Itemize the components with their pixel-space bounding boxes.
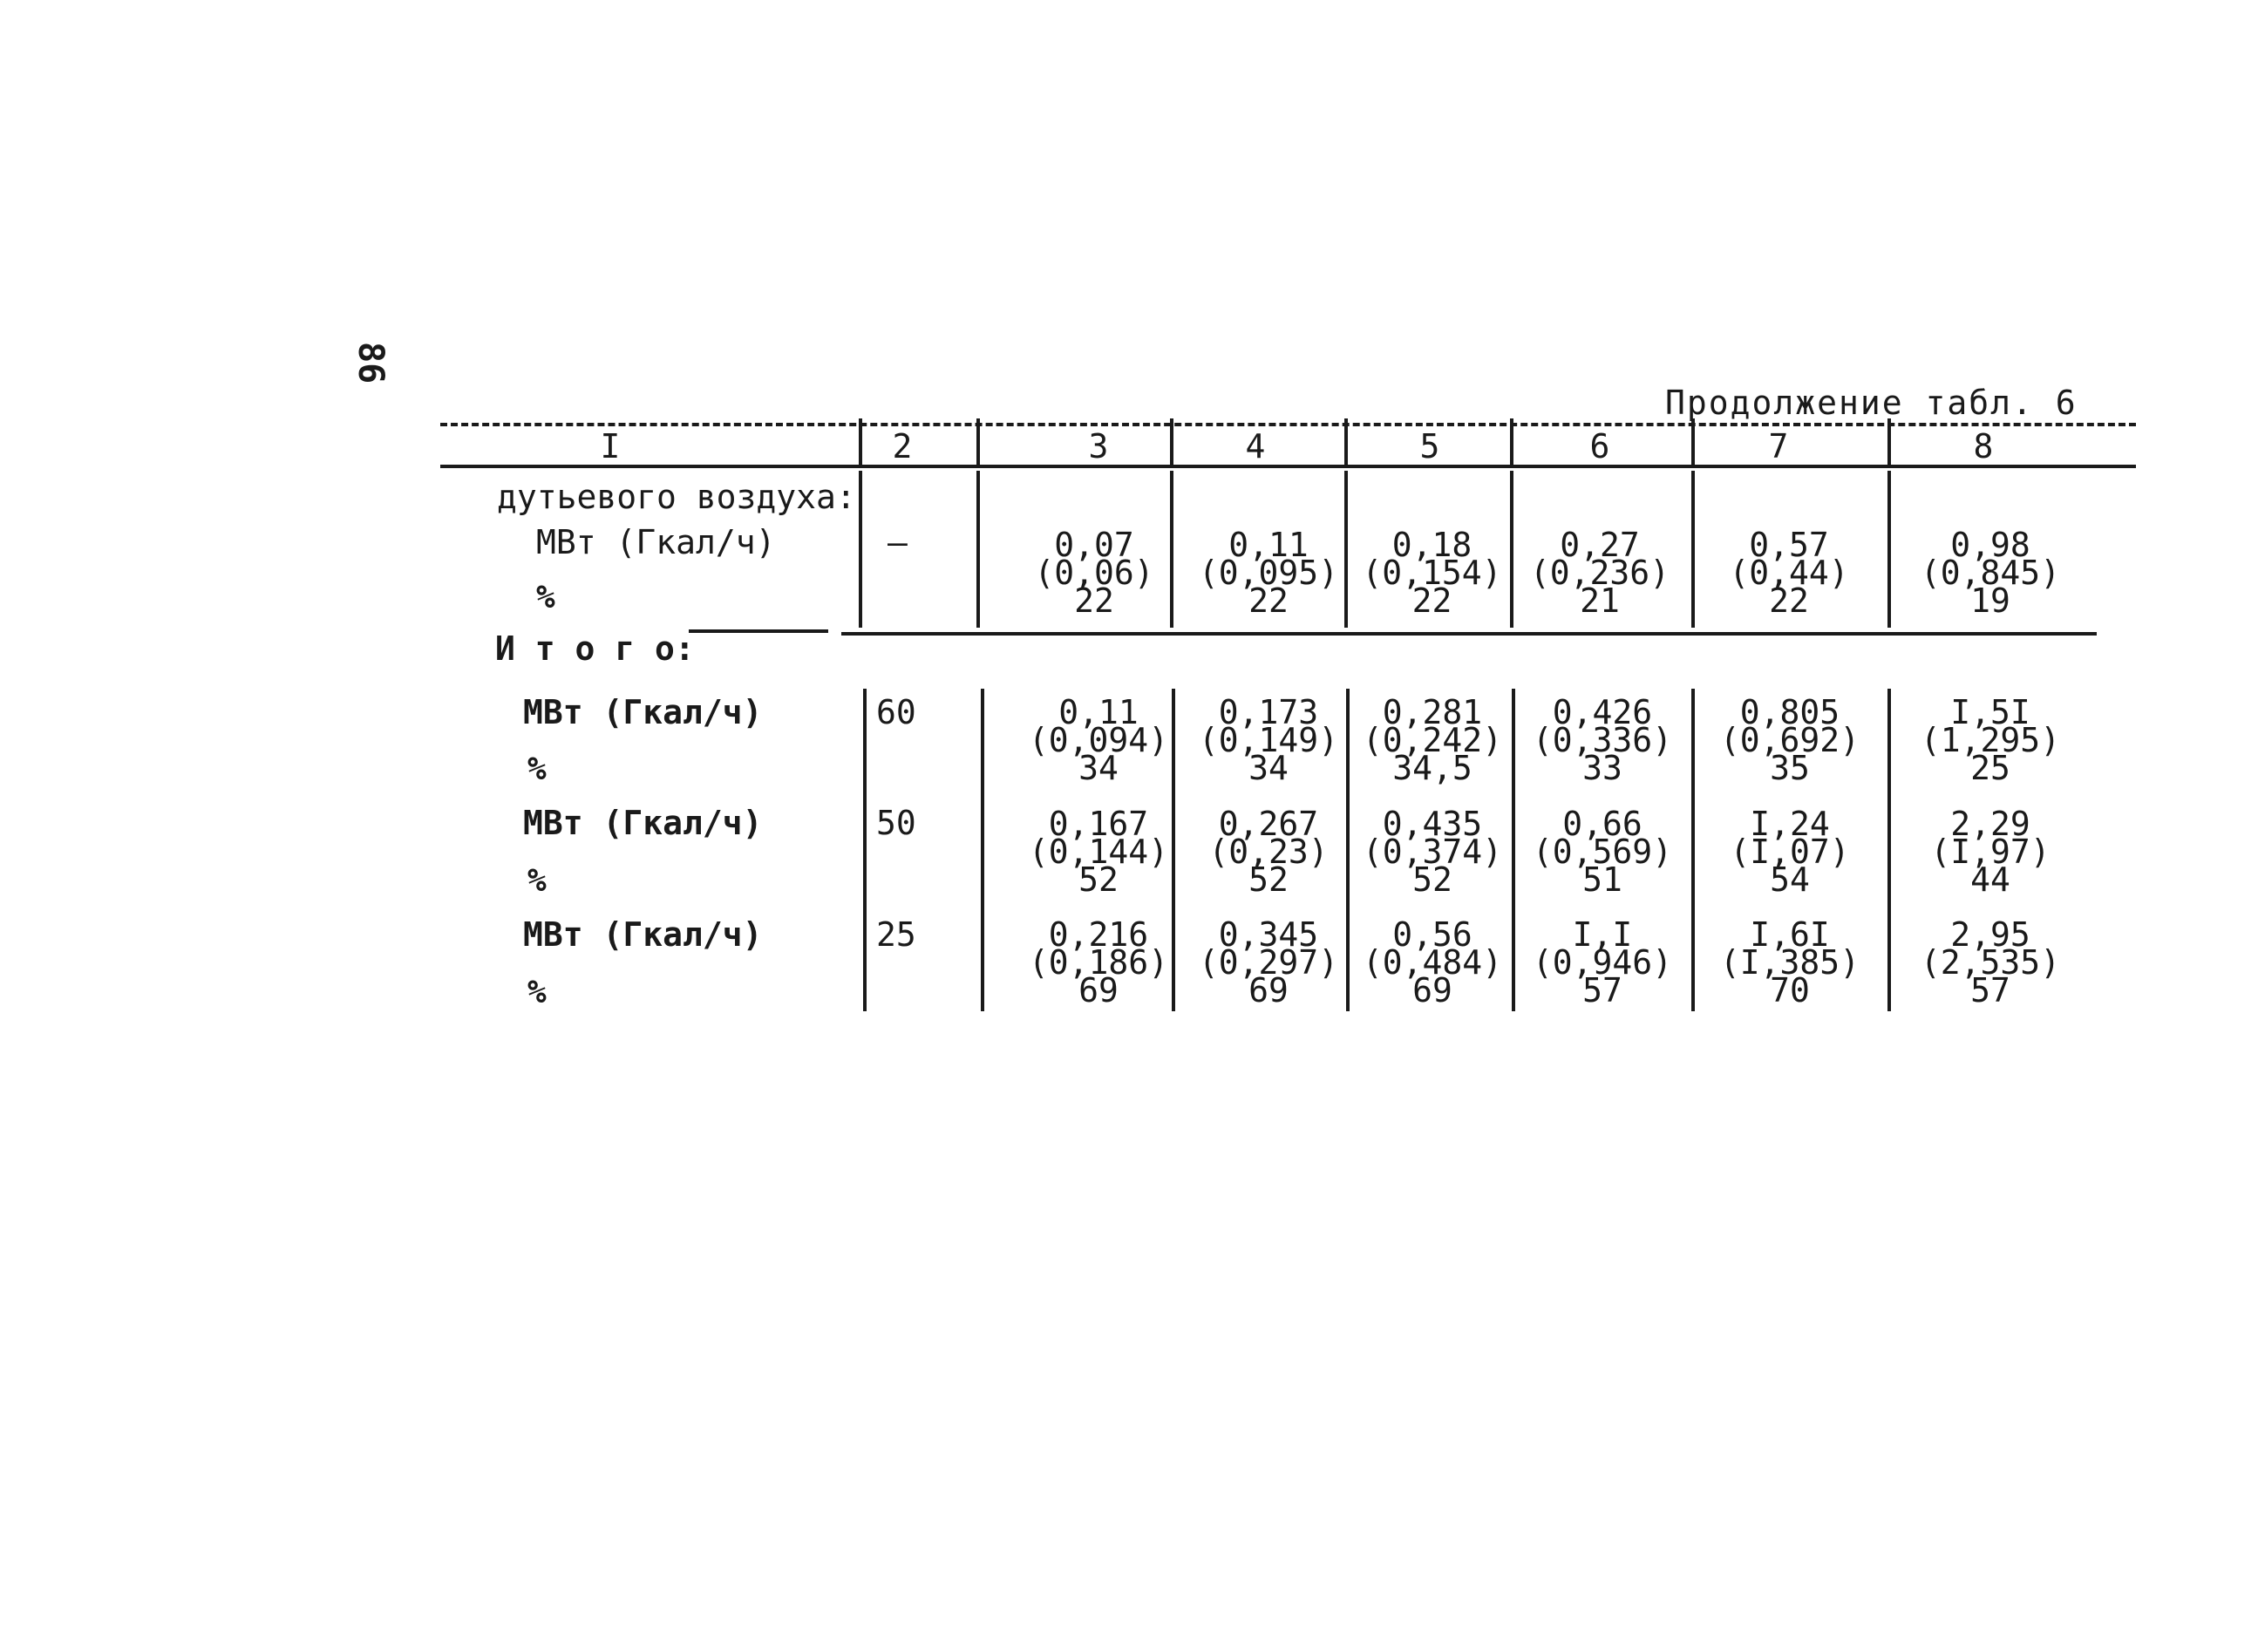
- value-main: 0,167: [1048, 805, 1149, 843]
- value-main: 0,267: [1218, 805, 1319, 843]
- value-pct: 57: [1582, 971, 1622, 1010]
- value-paren: (0,154): [1362, 554, 1502, 592]
- page-number: 86: [350, 342, 391, 384]
- percent-label: %: [527, 751, 547, 787]
- value-paren: (0,44): [1729, 554, 1849, 592]
- value-paren: (0,484): [1362, 943, 1503, 982]
- col2-value: –: [888, 523, 908, 561]
- value-main: 0,11: [1058, 693, 1139, 731]
- value-pct: 22: [1411, 581, 1452, 620]
- unit-label: МВт (Гкал/ч): [523, 804, 763, 842]
- value-pct: 52: [1248, 860, 1289, 899]
- value-main: 0,426: [1552, 693, 1653, 731]
- value-paren: (I,97): [1930, 833, 2051, 871]
- value-paren: (0,095): [1198, 554, 1339, 592]
- value-paren: (0,06): [1034, 554, 1154, 592]
- col-divider: [976, 471, 980, 628]
- value-paren: (0,186): [1028, 943, 1169, 982]
- value-main: 0,66: [1562, 805, 1642, 843]
- value-paren: (0,692): [1719, 721, 1860, 759]
- percent-label: %: [536, 580, 555, 615]
- value-main: 0,805: [1739, 693, 1840, 731]
- col-header-2: 2: [892, 427, 913, 466]
- section-rule-itogo-left: [689, 629, 828, 633]
- col-divider: [859, 418, 862, 466]
- value-pct: 22: [1074, 581, 1114, 620]
- col-header-5: 5: [1419, 427, 1440, 466]
- value-main: 0,07: [1054, 526, 1134, 564]
- percent-label: %: [527, 863, 547, 899]
- value-main: 0,345: [1218, 915, 1319, 954]
- col-divider: [863, 689, 867, 1011]
- value-pct: 33: [1582, 749, 1622, 787]
- value-main: 0,281: [1382, 693, 1483, 731]
- value-pct: 34: [1248, 749, 1289, 787]
- value-pct: 69: [1078, 971, 1119, 1010]
- value-main: 2,29: [1950, 805, 2030, 843]
- unit-label: МВт (Гкал/ч): [523, 693, 763, 731]
- value-main: 0,27: [1560, 526, 1640, 564]
- value-main: 0,57: [1749, 526, 1829, 564]
- value-paren: (I,385): [1719, 943, 1860, 982]
- value-paren: (0,144): [1028, 833, 1169, 871]
- value-pct: 51: [1582, 860, 1622, 899]
- col2-value: 60: [876, 693, 916, 731]
- value-paren: (I,07): [1730, 833, 1850, 871]
- value-pct: 54: [1770, 860, 1810, 899]
- value-pct: 22: [1248, 581, 1289, 620]
- col-header-8: 8: [1973, 427, 1994, 466]
- value-pct: 70: [1770, 971, 1810, 1010]
- col-header-1: I: [600, 427, 621, 466]
- value-pct: 34,5: [1392, 749, 1472, 787]
- value-pct: 52: [1412, 860, 1452, 899]
- unit-label: МВт (Гкал/ч): [523, 915, 763, 954]
- value-pct: 69: [1412, 971, 1452, 1010]
- col-divider: [1691, 418, 1695, 466]
- value-main: 0,435: [1382, 805, 1483, 843]
- section-heading: И т о г о:: [495, 629, 695, 668]
- value-paren: (0,149): [1198, 721, 1339, 759]
- value-paren: (0,094): [1028, 721, 1169, 759]
- col-divider: [1510, 418, 1513, 466]
- value-main: I,24: [1750, 805, 1830, 843]
- value-pct: 69: [1248, 971, 1289, 1010]
- value-pct: 35: [1770, 749, 1810, 787]
- value-main: I,I: [1572, 915, 1633, 954]
- col-header-6: 6: [1589, 427, 1610, 466]
- value-paren: (0,845): [1920, 554, 2061, 592]
- value-paren: (0,569): [1532, 833, 1673, 871]
- table-caption: Продолжение табл. 6: [1665, 384, 2078, 422]
- value-paren: (0,336): [1532, 721, 1673, 759]
- value-paren: (0,374): [1362, 833, 1503, 871]
- value-main: I,5I: [1950, 693, 2030, 731]
- value-main: 0,216: [1048, 915, 1149, 954]
- value-paren: (1,295): [1920, 721, 2061, 759]
- col-divider: [981, 689, 984, 1011]
- value-paren: (0,946): [1532, 943, 1673, 982]
- value-pct: 44: [1970, 860, 2010, 899]
- section-rule-itogo: [841, 632, 2097, 636]
- value-pct: 52: [1078, 860, 1119, 899]
- col2-value: 50: [876, 804, 916, 842]
- col-header-3: 3: [1088, 427, 1109, 466]
- section-heading: дутьевого воздуха:: [497, 478, 856, 516]
- value-main: 0,11: [1228, 526, 1309, 564]
- table-top-rule: [440, 423, 2136, 426]
- value-main: 0,173: [1218, 693, 1319, 731]
- value-pct: 22: [1769, 581, 1809, 620]
- value-pct: 21: [1580, 581, 1620, 620]
- value-paren: (0,297): [1198, 943, 1339, 982]
- value-main: 0,18: [1391, 526, 1472, 564]
- value-main: 0,56: [1392, 915, 1472, 954]
- value-main: 0,98: [1950, 526, 2030, 564]
- value-paren: (0,242): [1362, 721, 1503, 759]
- value-pct: 19: [1970, 581, 2010, 620]
- percent-label: %: [527, 975, 547, 1010]
- value-paren: (2,535): [1920, 943, 2061, 982]
- col2-value: 25: [876, 915, 916, 954]
- col-header-4: 4: [1245, 427, 1266, 466]
- value-pct: 57: [1970, 971, 2010, 1010]
- col-header-7: 7: [1768, 427, 1789, 466]
- value-paren: (0,236): [1529, 554, 1670, 592]
- col-divider: [1887, 418, 1891, 466]
- value-pct: 34: [1078, 749, 1119, 787]
- col-divider: [976, 418, 980, 466]
- value-main: 2,95: [1950, 915, 2030, 954]
- col-divider: [1170, 418, 1173, 466]
- value-paren: (0,23): [1208, 833, 1329, 871]
- value-main: I,6I: [1750, 915, 1830, 954]
- col-divider: [859, 471, 862, 628]
- unit-label: МВт (Гкал/ч): [536, 523, 776, 561]
- col-divider: [1344, 418, 1348, 466]
- value-pct: 25: [1970, 749, 2010, 787]
